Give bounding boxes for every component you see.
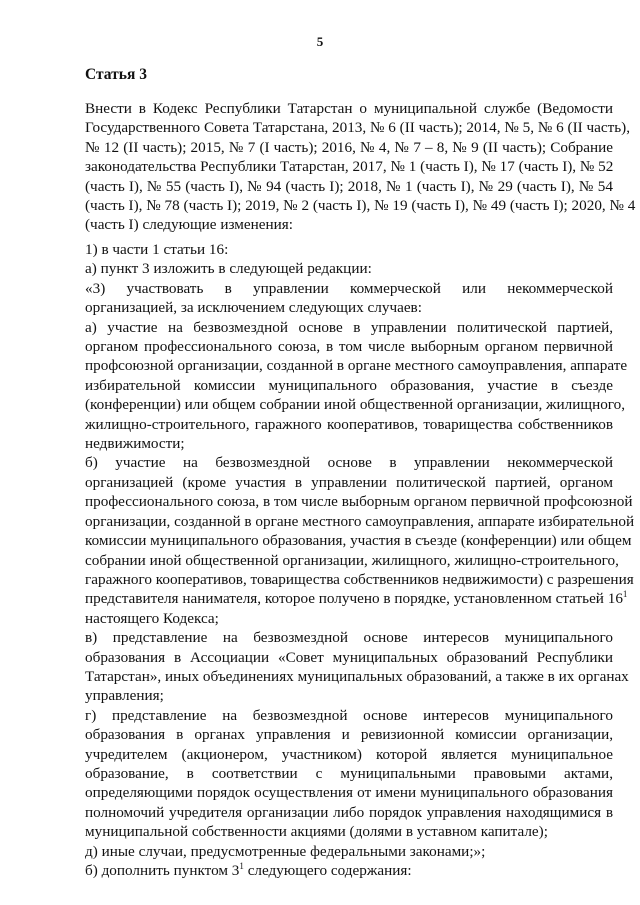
- text-line: профсоюзной организации, созданной в органе местного самоуправления, аппарате: [85, 357, 628, 375]
- text-line: «3) участвовать в управлении коммерческой или некоммерческой: [85, 279, 613, 297]
- text-line: Внести в Кодекс Республики Татарстан о муниципальной службе (Ведомости: [85, 100, 613, 117]
- text-line: полномочий учредителя организации либо порядок управления находящимися в: [85, 803, 613, 821]
- text-line: № 12 (II часть); 2015, № 7 (I часть); 2016, № 4, № 7 – 8, № 9 (II часть); Собрание: [85, 138, 613, 156]
- text-line: д) иные случаи, предусмотренные федеральными законами;»;: [85, 842, 486, 860]
- text-line: б) участие на безвозмездной основе в управлении некоммерческой: [85, 454, 613, 472]
- text-line: комиссии муниципального образования, участия в съезде (конференции) или общем: [85, 532, 632, 550]
- text-line-with-superscript: [85, 589, 628, 608]
- text-line: собрании иной общественной организации, жилищного, жилищно-строительного,: [85, 551, 619, 569]
- text-line: образования в органах управления и ревизионной комиссии организации,: [85, 726, 613, 744]
- text-line: учредителем (акционером, участником) которой является муниципальное: [85, 745, 613, 763]
- text-line: образование, в соответствии с муниципальными правовыми актами,: [85, 764, 613, 782]
- text-segment: б) дополнить пунктом 3: [85, 862, 240, 879]
- text-line: (часть I), № 55 (часть I), № 94 (часть I); 2018, № 1 (часть I), № 29 (часть I), № 54: [85, 177, 613, 195]
- text-line: жилищно-строительного, гаражного кооперативов, товарищества собственников: [85, 415, 613, 433]
- text-line: гаражного кооперативов, товарищества собственников недвижимости) с разрешения: [85, 570, 634, 588]
- text-line: Государственного Совета Татарстана, 2013, № 6 (II часть); 2014, № 5, № 6 (II часть),: [85, 119, 631, 137]
- text-line: в) представление на безвозмездной основе интересов муниципального: [85, 629, 613, 647]
- text-line: определяющими порядок осуществления от имени муниципального образования: [85, 784, 613, 802]
- text-line: а) пункт 3 изложить в следующей редакции:: [85, 260, 372, 278]
- text-line: органом профессионального союза, в том числе выборным органом первичной: [85, 338, 613, 356]
- text-line: организацией, за исключением следующих случаев:: [85, 299, 422, 317]
- page-number: 5: [316, 34, 324, 49]
- superscript: 1: [239, 861, 244, 871]
- text-line: Татарстан», иных объединениях муниципальных образований, а также в их органах: [85, 667, 629, 685]
- text-line: (часть I), № 78 (часть I); 2019, № 2 (часть I), № 19 (часть I), № 49 (часть I); 2020, № 4: [85, 197, 636, 215]
- text-line: а) участие на безвозмездной основе в управлении политической партией,: [85, 318, 613, 336]
- text-line: 1) в части 1 статьи 16:: [85, 241, 229, 258]
- text-line: управления;: [85, 687, 164, 705]
- text-line: (часть I) следующие изменения:: [85, 216, 293, 234]
- text-line: образования в Ассоциации «Совет муниципальных образований Республики: [85, 648, 613, 666]
- text-line: муниципальной собственности акциями (долями в уставном капитале);: [85, 823, 548, 841]
- text-line: профессионального союза, в том числе выборным органом первичной профсоюзной: [85, 493, 633, 511]
- text-line: организации, созданной в органе местного самоуправления, аппарате избирательной: [85, 512, 635, 530]
- superscript: 1: [622, 589, 628, 600]
- intro-paragraph: [85, 99, 636, 235]
- article-title: Статья 3: [85, 66, 147, 83]
- text-line: организацией (кроме участия в управлении политической партией, органом: [85, 473, 613, 491]
- text-segment: следующего содержания:: [243, 862, 412, 879]
- text-line: законодательства Республики Татарстан, 2017, № 1 (часть I), № 17 (часть I), № 52: [85, 158, 614, 176]
- amendments-body: [85, 240, 635, 880]
- text-line: недвижимости;: [85, 435, 185, 453]
- text-line: (конференции) или общем собрании иной общественной организации, жилищного,: [85, 396, 626, 414]
- text-line: избирательной комиссии муниципального образования, участие в съезде: [85, 376, 613, 394]
- text-line-with-superscript: [85, 861, 613, 880]
- text-line: г) представление на безвозмездной основе интересов муниципального: [85, 706, 613, 724]
- text-line: настоящего Кодекса;: [85, 609, 219, 627]
- text-segment: представителя нанимателя, которое получено в порядке, установленном статьей 16: [85, 590, 623, 608]
